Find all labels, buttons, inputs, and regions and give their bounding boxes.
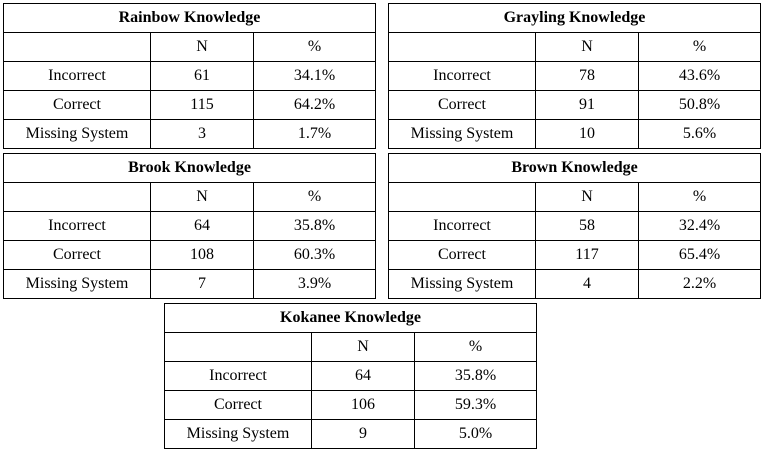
table-row xyxy=(4,62,376,91)
row-percent: 59.3% xyxy=(415,391,537,420)
header-row xyxy=(389,183,761,212)
row-label: Incorrect xyxy=(389,212,536,241)
header-percent: % xyxy=(639,33,761,62)
row-percent: 1.7% xyxy=(254,120,376,149)
grayling-knowledge-table xyxy=(388,3,761,149)
row-label: Correct xyxy=(4,91,151,120)
row-label: Incorrect xyxy=(4,212,151,241)
row-n: 9 xyxy=(312,420,415,449)
row-label: Correct xyxy=(389,241,536,270)
header-row xyxy=(4,33,376,62)
row-n: 91 xyxy=(536,91,639,120)
row-percent: 32.4% xyxy=(639,212,761,241)
table-row xyxy=(165,420,537,449)
table-row xyxy=(4,120,376,149)
table-title: Grayling Knowledge xyxy=(389,4,761,33)
row-percent: 64.2% xyxy=(254,91,376,120)
table-row xyxy=(389,241,761,270)
header-percent: % xyxy=(254,33,376,62)
row-n: 10 xyxy=(536,120,639,149)
row-label: Incorrect xyxy=(165,362,312,391)
table-row xyxy=(389,212,761,241)
header-n: N xyxy=(536,33,639,62)
rainbow-knowledge-table xyxy=(3,3,376,149)
row-label: Correct xyxy=(4,241,151,270)
header-row xyxy=(165,333,537,362)
row-n: 108 xyxy=(151,241,254,270)
row-label: Missing System xyxy=(389,270,536,299)
row-label: Missing System xyxy=(4,270,151,299)
row-percent: 35.8% xyxy=(415,362,537,391)
row-label: Incorrect xyxy=(389,62,536,91)
header-row xyxy=(4,183,376,212)
row-n: 61 xyxy=(151,62,254,91)
row-n: 117 xyxy=(536,241,639,270)
row-n: 7 xyxy=(151,270,254,299)
table-row xyxy=(165,362,537,391)
header-percent: % xyxy=(639,183,761,212)
table-row xyxy=(389,270,761,299)
header-n: N xyxy=(536,183,639,212)
row-percent: 43.6% xyxy=(639,62,761,91)
table-row xyxy=(4,241,376,270)
row-label: Correct xyxy=(389,91,536,120)
header-blank xyxy=(165,333,312,362)
row-percent: 35.8% xyxy=(254,212,376,241)
table-title: Brook Knowledge xyxy=(4,154,376,183)
header-blank xyxy=(389,183,536,212)
header-n: N xyxy=(151,183,254,212)
row-n: 4 xyxy=(536,270,639,299)
row-percent: 3.9% xyxy=(254,270,376,299)
row-n: 106 xyxy=(312,391,415,420)
table-title: Rainbow Knowledge xyxy=(4,4,376,33)
table-row xyxy=(389,62,761,91)
table-row xyxy=(389,120,761,149)
row-percent: 65.4% xyxy=(639,241,761,270)
header-n: N xyxy=(151,33,254,62)
table-row xyxy=(4,91,376,120)
table-row xyxy=(389,91,761,120)
row-label: Incorrect xyxy=(4,62,151,91)
table-title: Brown Knowledge xyxy=(389,154,761,183)
table-title: Kokanee Knowledge xyxy=(165,304,537,333)
brown-knowledge-table xyxy=(388,153,761,299)
table-row xyxy=(4,270,376,299)
table-row xyxy=(4,212,376,241)
row-label: Missing System xyxy=(389,120,536,149)
row-percent: 34.1% xyxy=(254,62,376,91)
row-label: Missing System xyxy=(165,420,312,449)
row-percent: 60.3% xyxy=(254,241,376,270)
header-percent: % xyxy=(254,183,376,212)
header-blank xyxy=(4,183,151,212)
row-percent: 2.2% xyxy=(639,270,761,299)
row-percent: 5.6% xyxy=(639,120,761,149)
brook-knowledge-table xyxy=(3,153,376,299)
header-blank xyxy=(389,33,536,62)
row-percent: 50.8% xyxy=(639,91,761,120)
row-n: 3 xyxy=(151,120,254,149)
row-n: 78 xyxy=(536,62,639,91)
row-n: 64 xyxy=(312,362,415,391)
row-percent: 5.0% xyxy=(415,420,537,449)
header-row xyxy=(389,33,761,62)
header-blank xyxy=(4,33,151,62)
row-n: 64 xyxy=(151,212,254,241)
row-n: 58 xyxy=(536,212,639,241)
header-n: N xyxy=(312,333,415,362)
kokanee-knowledge-table xyxy=(164,303,537,449)
row-label: Missing System xyxy=(4,120,151,149)
row-n: 115 xyxy=(151,91,254,120)
header-percent: % xyxy=(415,333,537,362)
table-row xyxy=(165,391,537,420)
row-label: Correct xyxy=(165,391,312,420)
